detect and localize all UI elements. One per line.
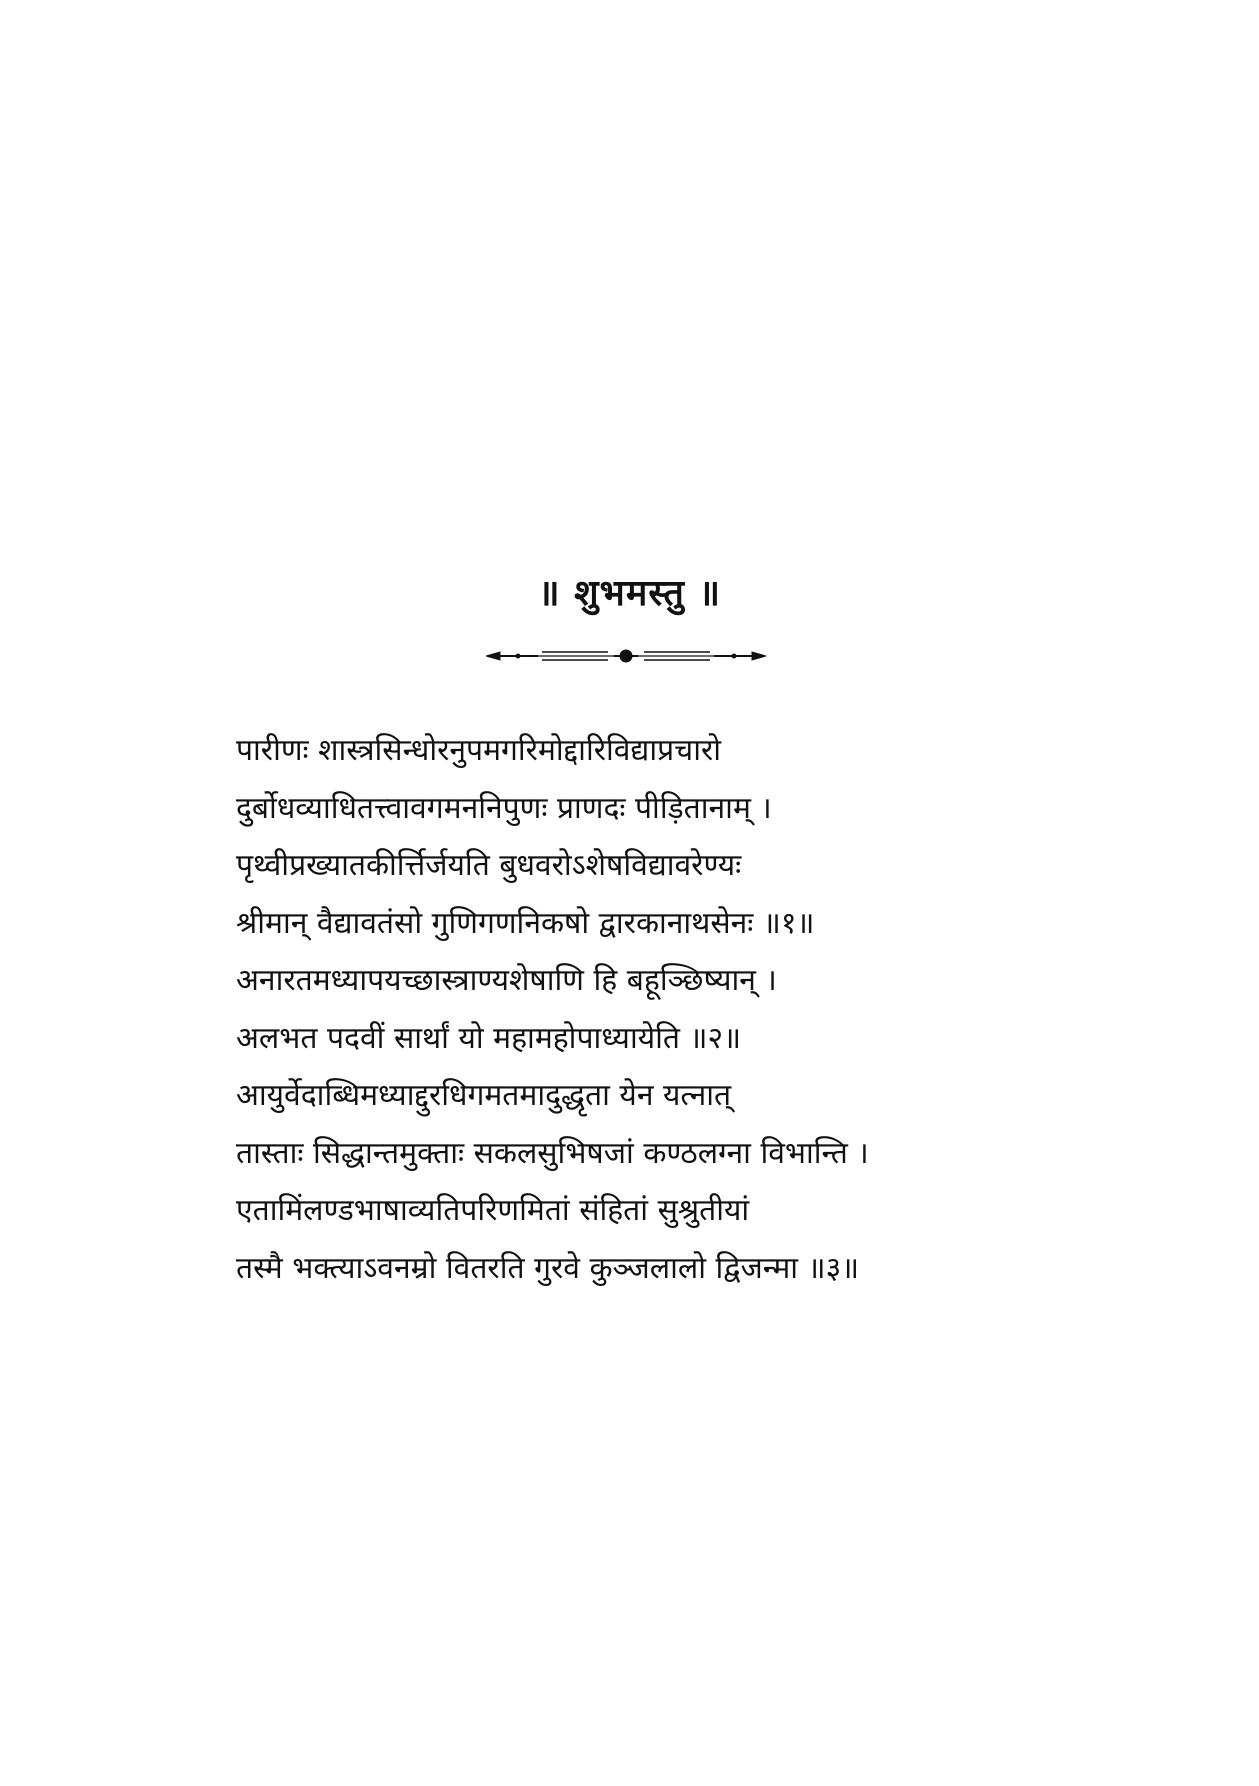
verse-line: अलभत पदवीं सार्थां यो महामहोपाध्यायेति ॥२॥	[236, 1020, 742, 1056]
verse-line: आयुर्वेदाब्धिमध्याद्दुरधिगमतमादुद्धृता येन यत्नात्	[236, 1078, 732, 1113]
ornamental-divider	[486, 644, 766, 668]
page-heading: ॥ शुभमस्तु ॥	[537, 573, 722, 614]
verse-line: एतामिंलण्डभाषाव्यतिपरिणमितां संहितां सुश्रुतीयां	[236, 1193, 750, 1228]
verse-line: दुर्बोधव्याधितत्त्वावगमननिपुणः प्राणदः पीड़ितानाम् ।	[236, 790, 772, 826]
dedication-verses	[236, 722, 1036, 1297]
verse-line: पारीणः शास्त्रसिन्धोरनुपमगरिमोद्दारिविद्याप्रचारो	[236, 733, 722, 768]
verse-line: अनारतमध्यापयच्छास्त्राण्यशेषाणि हि बहूञ्छिष्यान् ।	[236, 963, 777, 998]
verse-line: तस्मै भक्त्याऽवनम्रो वितरति गुरवे कुञ्जलालो द्विजन्मा ॥३॥	[236, 1250, 860, 1286]
verse-line: पृथ्वीप्रख्यातकीर्त्तिर्जयति बुधवरोऽशेषविद्यावरेण्यः	[236, 848, 742, 883]
verse-line: श्रीमान् वैद्यावतंसो गुणिगणनिकषो द्वारकानाथसेनः ॥१॥	[236, 905, 815, 941]
verse-line: तास्ताः सिद्धान्तमुक्ताः सकलसुभिषजां कण्ठलग्ना विभान्ति ।	[236, 1135, 869, 1171]
